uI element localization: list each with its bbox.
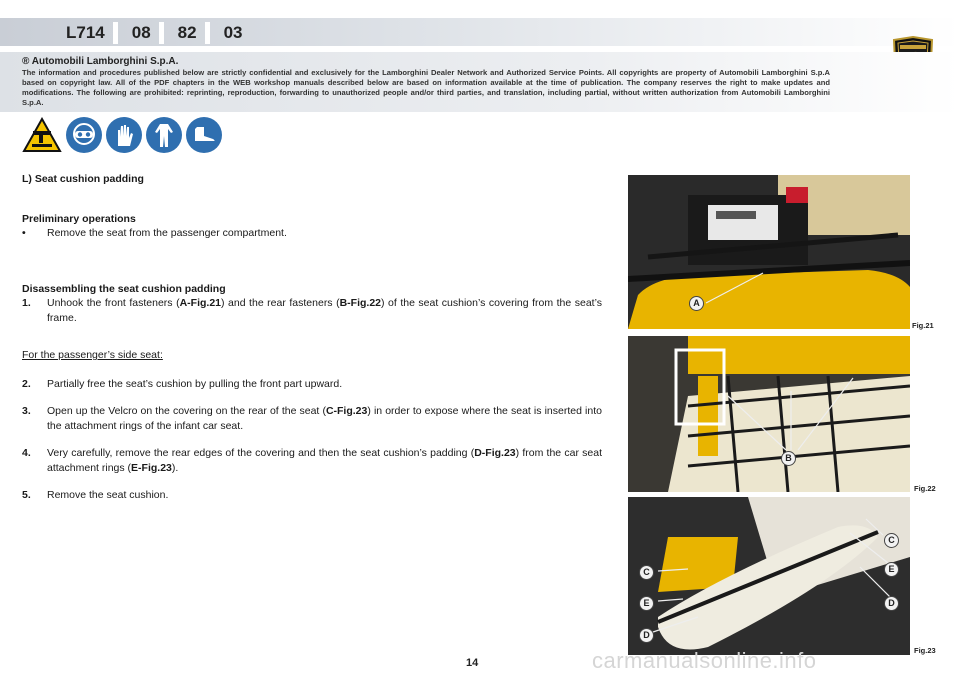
page-number: 14 (466, 657, 479, 669)
disassembly-title: Disassembling the seat cushion padding (22, 283, 226, 295)
step-number: 1. (22, 297, 31, 309)
step-5 (22, 488, 602, 503)
step-text: Unhook the front fasteners (A-Fig.21) and the rear fasteners (B-Fig.22) of the seat cushion’s covering from the seat’s frame. (47, 297, 602, 324)
legal-title: ® Automobili Lamborghini S.p.A. (22, 56, 179, 67)
callout-e-left: E (639, 596, 654, 611)
ppe-icon-row (22, 117, 222, 153)
fig21-label: Fig.21 (912, 321, 934, 330)
fig21-photo (628, 175, 910, 329)
callout-d-left: D (639, 628, 654, 643)
step-2 (22, 377, 602, 392)
warning-crush-icon (22, 117, 62, 153)
safety-shoes-icon (186, 117, 222, 153)
preliminary-title: Preliminary operations (22, 213, 136, 225)
fig23-photo (628, 497, 910, 655)
fig23-label: Fig.23 (914, 646, 936, 655)
document-code-row (58, 22, 251, 44)
section-title: L) Seat cushion padding (22, 173, 144, 185)
preliminary-bullet (22, 227, 287, 239)
callout-c-right: C (884, 533, 899, 548)
step-3 (22, 404, 602, 434)
fig22-label: Fig.22 (914, 484, 936, 493)
step-text: Very carefully, remove the rear edges of the covering and then the seat cushion’s padding (D-Fig.23) from the car seat attachment rings (E-Fig.23). (47, 447, 602, 474)
step-4 (22, 446, 602, 476)
step-text: Partially free the seat’s cushion by pulling the front part upward. (47, 378, 343, 390)
callout-c-left: C (639, 565, 654, 580)
step-number: 2. (22, 378, 31, 390)
subgroup-code: 82 (170, 22, 210, 44)
safety-goggles-icon (66, 117, 102, 153)
watermark: carmanualsonline.info (592, 648, 817, 673)
bullet-dot: • (22, 227, 26, 239)
callout-e-right: E (884, 562, 899, 577)
callout-b: B (781, 451, 796, 466)
callout-d-right: D (884, 596, 899, 611)
legal-notice: The information and procedures published below are strictly confidential and exclusively for the Lamborghini Dealer Network and Authorized Service Points. All copyrights are property of Automobili Lamborghini S.p.A based on copyright law. All of the PDF chapters in the WEB workshop manuals described below are based on information available at the time of publication. The company reserves the right to make updates and modifications. The following are prohibited: reprinting, reproduction, forwarding to unauthorized people and/or third parties, and translation, including partial, without written authorization from Automobili Lamborghini S.p.A. (22, 68, 830, 107)
preliminary-bullet-text: Remove the seat from the passenger compartment. (47, 227, 287, 239)
fig22-photo (628, 336, 910, 492)
step-number: 5. (22, 489, 31, 501)
section-code: 03 (223, 23, 243, 42)
callout-a: A (689, 296, 704, 311)
step-number: 4. (22, 447, 31, 459)
step-text: Remove the seat cushion. (47, 489, 169, 501)
group-code: 08 (124, 22, 164, 44)
step-text: Open up the Velcro on the covering on the rear of the seat (C-Fig.23) in order to expose where the seat is inserted into the attachment rings of the infant car seat. (47, 405, 602, 432)
overalls-icon (146, 117, 182, 153)
model-code: L714 (58, 22, 118, 44)
gloves-icon (106, 117, 142, 153)
passenger-side-heading: For the passenger’s side seat: (22, 349, 163, 361)
step-1 (22, 296, 602, 326)
step-number: 3. (22, 405, 31, 417)
